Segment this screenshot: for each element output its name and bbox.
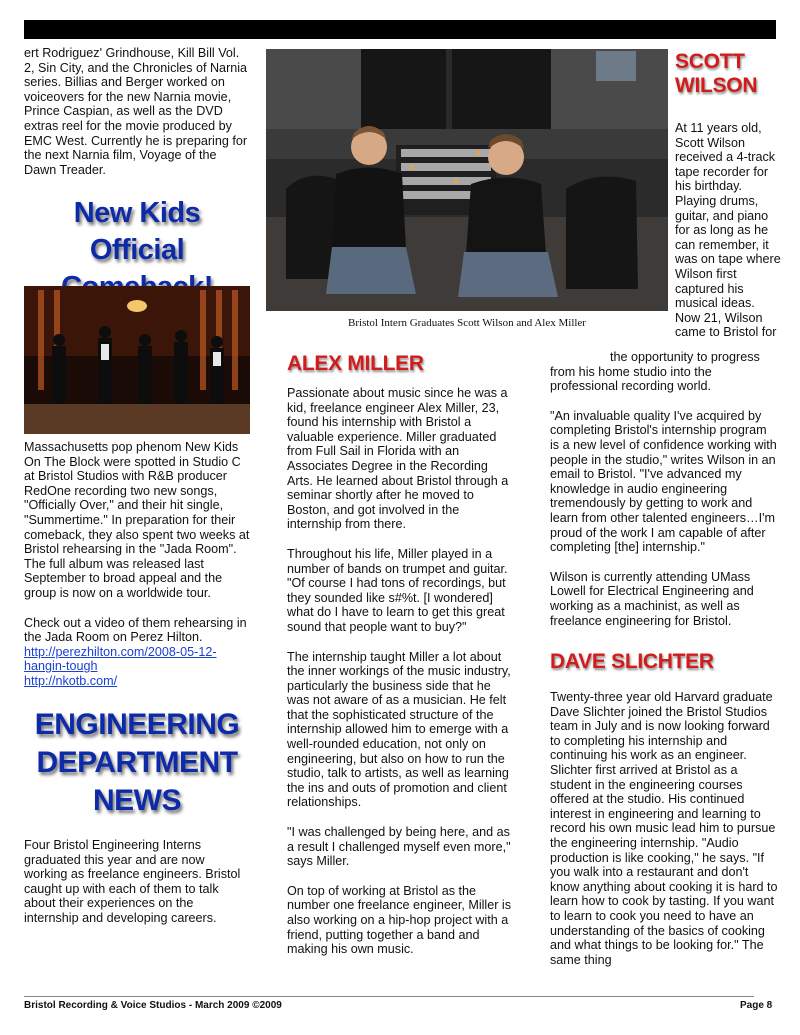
footer-publication: Bristol Recording & Voice Studios - March 2009 ©2009 xyxy=(24,1000,282,1011)
alex-p3: The internship taught Miller a lot about the inner workings of the music industry, particularly the business side that he was not aware of as a musician. He felt that the sophisticated structure of the internship allowed him to emerge with a well-rounded education, not only on engineering, but also on how to run the studio, talk to artists, as well as learning the ins and outs of promotion and client relationships. xyxy=(287,649,511,810)
alex-p1: Passionate about music since he was a kid, freelance engineer Alex Miller, 23, found his internship with Bristol a valuable experience. Miller graduated from Full Sail in Florida with an Associates Degree in the Recording Arts. He learned about Bristol through a seminar shortly after he moved to Boston, and got involved in the internship from there. xyxy=(287,386,509,532)
footer-rule xyxy=(24,996,754,997)
scott-p3: Wilson is currently attending UMass Lowell for Electrical Engineering and working as a machinist, as well as freelance engineering for Bristol. xyxy=(550,569,754,628)
top-black-bar xyxy=(24,20,776,39)
engineering-news-headline: ENGINEERING DEPARTMENT NEWS xyxy=(34,708,240,817)
footer-page-number: Page 8 xyxy=(740,1000,773,1011)
alex-miller-headline: ALEX MILLER xyxy=(287,352,424,375)
new-kids-stage-photo xyxy=(24,286,250,434)
new-kids-body: Massachusetts pop phenom New Kids On The Block were spotted in Studio C at Bristol Studios with R&B producer RedOne recording two new songs, "Officially Over," and their hit single, "Summertime." In preparation for their comeback, they also spent two weeks at Bristol rehearsing in the "Jada Room". The full album was released last September to broad appeal and the group is now on a worldwide tour. xyxy=(24,440,250,600)
scott-wilson-intro: At 11 years old, Scott Wilson received a 4-track tape recorder for his birthday. Playing drums, guitar, and piano for as long as he can remember, it was on tape where Wilson first captured his musical ideas. Now 21, Wilson came to Bristol for xyxy=(675,121,781,340)
nkotb-link[interactable]: http://nkotb.com/ xyxy=(24,673,118,688)
new-kids-video-note: Check out a video of them rehearsing in the Jada Room on Perez Hilton. xyxy=(24,615,247,645)
alex-p5: On top of working at Bristol as the number one freelance engineer, Miller is also working on a hip-hop project with a friend, putting together a band and making his own music. xyxy=(287,883,512,957)
scott-wilson-article xyxy=(550,350,778,643)
scott-p1-cont: the opportunity to progress from his home studio into the professional recording world. xyxy=(550,350,760,394)
studio-interns-photo xyxy=(266,49,668,311)
new-kids-headline: New Kids Official xyxy=(73,197,201,266)
engineering-intro: Four Bristol Engineering Interns graduated this year and are now working as freelance engineers. Bristol caught up with each of them to talk about their experiences on the internship and developing careers. xyxy=(24,838,241,925)
new-kids-article xyxy=(24,440,250,689)
intro-paragraph: ert Rodriguez' Grindhouse, Kill Bill Vol. 2, Sin City, and the Chronicles of Narnia series. Billias and Berger worked on voiceovers for the new Narnia movie, Prince Caspian, as well as the DVD extras reel for the movie produced by EMC West. Currently he is preparing for the next Narnia film, Voyage of the Dawn Treader. xyxy=(24,46,248,177)
alex-p4: "I was challenged by being here, and as a result I challenged myself even more," says Miller. xyxy=(287,825,511,869)
alex-p2: Throughout his life, Miller played in a number of bands on trumpet and guitar. "Of course I had tons of recordings, but they sounded like s#%t. [I wondered] what do I have to learn to get this great sound that people want to buy?" xyxy=(287,546,508,634)
column-left xyxy=(24,46,250,192)
scott-wilson-headline: SCOTT WILSON xyxy=(675,50,758,97)
alex-miller-article xyxy=(287,386,513,972)
perez-hilton-link[interactable]: http://perezhilton.com/2008-05-12-hangin-tough xyxy=(24,644,217,674)
scott-p2: "An invaluable quality I've acquired by completing Bristol's internship program is a new level of confidence working with people in the studio," writes Wilson in an email to Bristol. "I've advanced my knowledge in audio engineering tremendously by getting to work and learn from other talented engineers…I'm proud of the work I am capable of after completing [the] internship." xyxy=(550,408,777,555)
photo-caption: Bristol Intern Graduates Scott Wilson and Alex Miller xyxy=(348,317,586,329)
dave-slichter-headline: DAVE SLICHTER xyxy=(550,650,714,673)
dave-slichter-article xyxy=(550,690,778,982)
dave-p1: Twenty-three year old Harvard graduate Dave Slichter joined the Bristol Studios team in July and is now looking forward to completing his internship and continuing his work as an engineer. Slichter first arrived at Bristol as a student in the engineering courses offered at the studio. His continued interest in engineering and learning to record his own music lead him to pursue the engineering internship. "Audio production is like cooking," he says. "If you walk into a restaurant and don't know anything about cooking it is hard to learn how to cook by tasting. If you want to learn to cook you need to have an understanding of the basics of cooking and what things to be looking for." The same thing xyxy=(550,690,778,967)
